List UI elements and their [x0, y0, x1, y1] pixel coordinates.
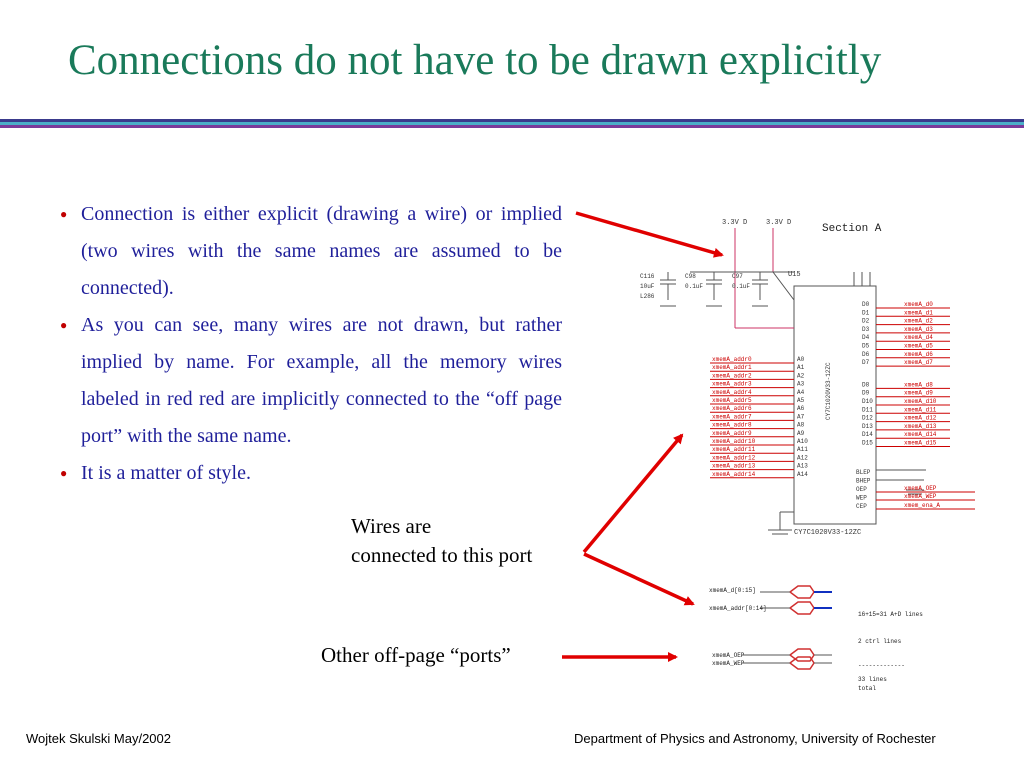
address-pin-label: A12	[797, 454, 808, 462]
address-pin-label: A14	[797, 470, 808, 478]
bullet-dot: ●	[60, 318, 68, 332]
data-net-label: xmemA_d8	[904, 381, 933, 389]
footer-author: Wojtek Skulski May/2002	[26, 731, 171, 746]
address-net-label: xmemA_addr6	[712, 405, 752, 413]
address-net-label: xmemA_addr4	[712, 388, 752, 396]
port-symbol-wep	[790, 657, 814, 669]
data-net-label: xmemA_d13	[904, 422, 937, 430]
chip-part-number: CY7C1020V33-12ZC	[794, 529, 862, 537]
data-net-label: xmemA_d0	[904, 301, 933, 308]
capacitors	[660, 272, 768, 306]
address-net-label: xmemA_addr9	[712, 429, 752, 437]
data-pin-label: D1	[862, 309, 870, 317]
cap-label: C116	[640, 273, 655, 280]
address-net-label: xmemA_addr2	[712, 372, 752, 380]
wires-note-line2: connected to this port	[351, 543, 533, 567]
chip-body-label: CY7C1020V33-12ZC	[825, 362, 832, 420]
off-page-port-label: xmemA_d[0:15]	[709, 587, 756, 594]
address-net-label: xmemA_addr14	[712, 470, 756, 478]
address-net-label: xmemA_addr10	[712, 438, 756, 445]
port-note: total	[858, 685, 877, 692]
arrow-to-address-nets	[584, 435, 682, 552]
data-net-label: xmemA_d11	[904, 406, 937, 414]
data-net-label: xmemA_d2	[904, 317, 933, 325]
cap-note: L286	[640, 293, 655, 300]
data-net-label: xmemA_d3	[904, 325, 933, 333]
address-net-label: xmemA_addr7	[712, 413, 752, 421]
data-pin-label: D0	[862, 301, 870, 308]
address-net-label: xmemA_addr1	[712, 364, 752, 372]
wires-note-line1: Wires are	[351, 514, 432, 538]
port-note: 33 lines	[858, 676, 887, 683]
data-pin-label: D3	[862, 325, 870, 333]
off-page-port-label: xmemA_WEP	[712, 660, 745, 667]
address-net-label: xmemA_addr13	[712, 462, 756, 470]
arrow-explicit-wire	[576, 213, 722, 255]
address-pin-label: A3	[797, 380, 805, 388]
chip-reference: U15	[788, 271, 801, 279]
data-net-label: xmemA_d4	[904, 334, 933, 342]
port-note: -------------	[858, 662, 905, 669]
power-label: 3.3V D	[766, 219, 792, 227]
bullet-item: ● As you can see, many wires are not drawn, but rather implied by name. For example, all the memory wires labeled in red red are implicitly connected to the “off page port” with the same name.	[60, 307, 562, 455]
data-pin-label: D8	[862, 381, 870, 389]
data-pin-label: D5	[862, 342, 870, 350]
data-net-label: xmemA_d14	[904, 431, 937, 439]
data-net-label: xmemA_d10	[904, 398, 937, 405]
bullet-item: ● Connection is either explicit (drawing a wire) or implied (two wires with the same names are assumed to be connected).	[60, 196, 562, 307]
port-symbol-oep	[790, 649, 814, 661]
data-net-label: xmemA_d7	[904, 359, 933, 367]
control-pin-label: OEP	[856, 486, 867, 493]
off-page-port-symbols	[790, 586, 814, 669]
data-pin-label: D11	[862, 406, 873, 414]
arrow-to-port	[584, 554, 693, 604]
data-pin-label: D6	[862, 350, 870, 358]
data-pin-label: D14	[862, 431, 873, 439]
control-pin-label: CEP	[856, 503, 867, 510]
bullet-dot: ●	[60, 207, 68, 221]
address-pin-label: A6	[797, 405, 805, 413]
port-symbol-addr	[790, 602, 814, 614]
address-pin-label: A1	[797, 364, 805, 372]
address-pin-label: A13	[797, 462, 808, 470]
data-pin-label: D2	[862, 317, 870, 325]
address-net-label: xmemA_addr0	[712, 356, 752, 363]
address-pin-label: A2	[797, 372, 805, 380]
address-net-label: xmemA_addr12	[712, 454, 756, 462]
section-label: Section A	[822, 223, 882, 235]
power-label: 3.3V D	[722, 219, 748, 227]
cap-value: 0.1uF	[685, 283, 704, 290]
data-pin-label: D13	[862, 422, 873, 430]
address-net-label: xmemA_addr11	[712, 446, 756, 454]
data-pin-label: D7	[862, 359, 870, 367]
off-page-port-label: xmemA_OEP	[712, 652, 745, 659]
address-pin-label: A11	[797, 446, 808, 454]
data-net-label: xmemA_d9	[904, 389, 933, 397]
address-pin-label: A9	[797, 429, 805, 437]
data-pin-label: D12	[862, 414, 873, 422]
address-net-label: xmemA_addr5	[712, 397, 752, 404]
slide-title: Connections do not have to be drawn explicitly	[68, 37, 882, 84]
cap-value: 10uF	[640, 283, 655, 290]
port-bus-lines	[742, 592, 832, 663]
data-pin-label: D4	[862, 334, 870, 342]
control-net-label: xmem_ena_A	[904, 502, 941, 509]
cap-label: C98	[685, 273, 696, 280]
data-net-label: xmemA_d6	[904, 350, 933, 358]
data-pin-label: D9	[862, 389, 870, 397]
address-net-label: xmemA_addr8	[712, 421, 752, 429]
control-pin-label: WEP	[856, 494, 867, 502]
address-pin-label: A7	[797, 413, 805, 421]
address-pin-label: A5	[797, 397, 805, 404]
address-pin-label: A8	[797, 421, 805, 429]
off-page-port-label: xmemA_addr[0:14]	[709, 605, 767, 612]
port-symbol-data	[790, 586, 814, 598]
control-net-label: xmemA_WEP	[904, 493, 937, 500]
data-net-label: xmemA_d12	[904, 414, 937, 422]
bullet-dot: ●	[60, 466, 68, 480]
data-pin-label: D15	[862, 439, 873, 447]
data-net-label: xmemA_d1	[904, 309, 933, 317]
address-pin-label: A0	[797, 356, 805, 363]
data-net-label: xmemA_d15	[904, 439, 937, 447]
control-pin-label: BHEP	[856, 477, 871, 485]
data-pin-label: D10	[862, 398, 873, 405]
control-pin-label: BLEP	[856, 469, 871, 476]
cap-label: C97	[732, 273, 743, 280]
bullet-item: ● It is a matter of style.	[60, 455, 562, 492]
address-pin-label: A10	[797, 438, 808, 445]
cap-value: 0.1uF	[732, 283, 751, 290]
address-pin-label: A4	[797, 388, 805, 396]
schematic-labels	[640, 219, 975, 692]
port-note: 16+15=31 A+D lines	[858, 611, 923, 618]
port-note: 2 ctrl lines	[858, 638, 902, 645]
control-net-label: xmemA_OEP	[904, 485, 937, 492]
address-net-label: xmemA_addr3	[712, 380, 752, 388]
footer-department: Department of Physics and Astronomy, University of Rochester	[574, 731, 936, 746]
data-net-label: xmemA_d5	[904, 342, 933, 350]
other-ports-note: Other off-page “ports”	[321, 643, 511, 667]
